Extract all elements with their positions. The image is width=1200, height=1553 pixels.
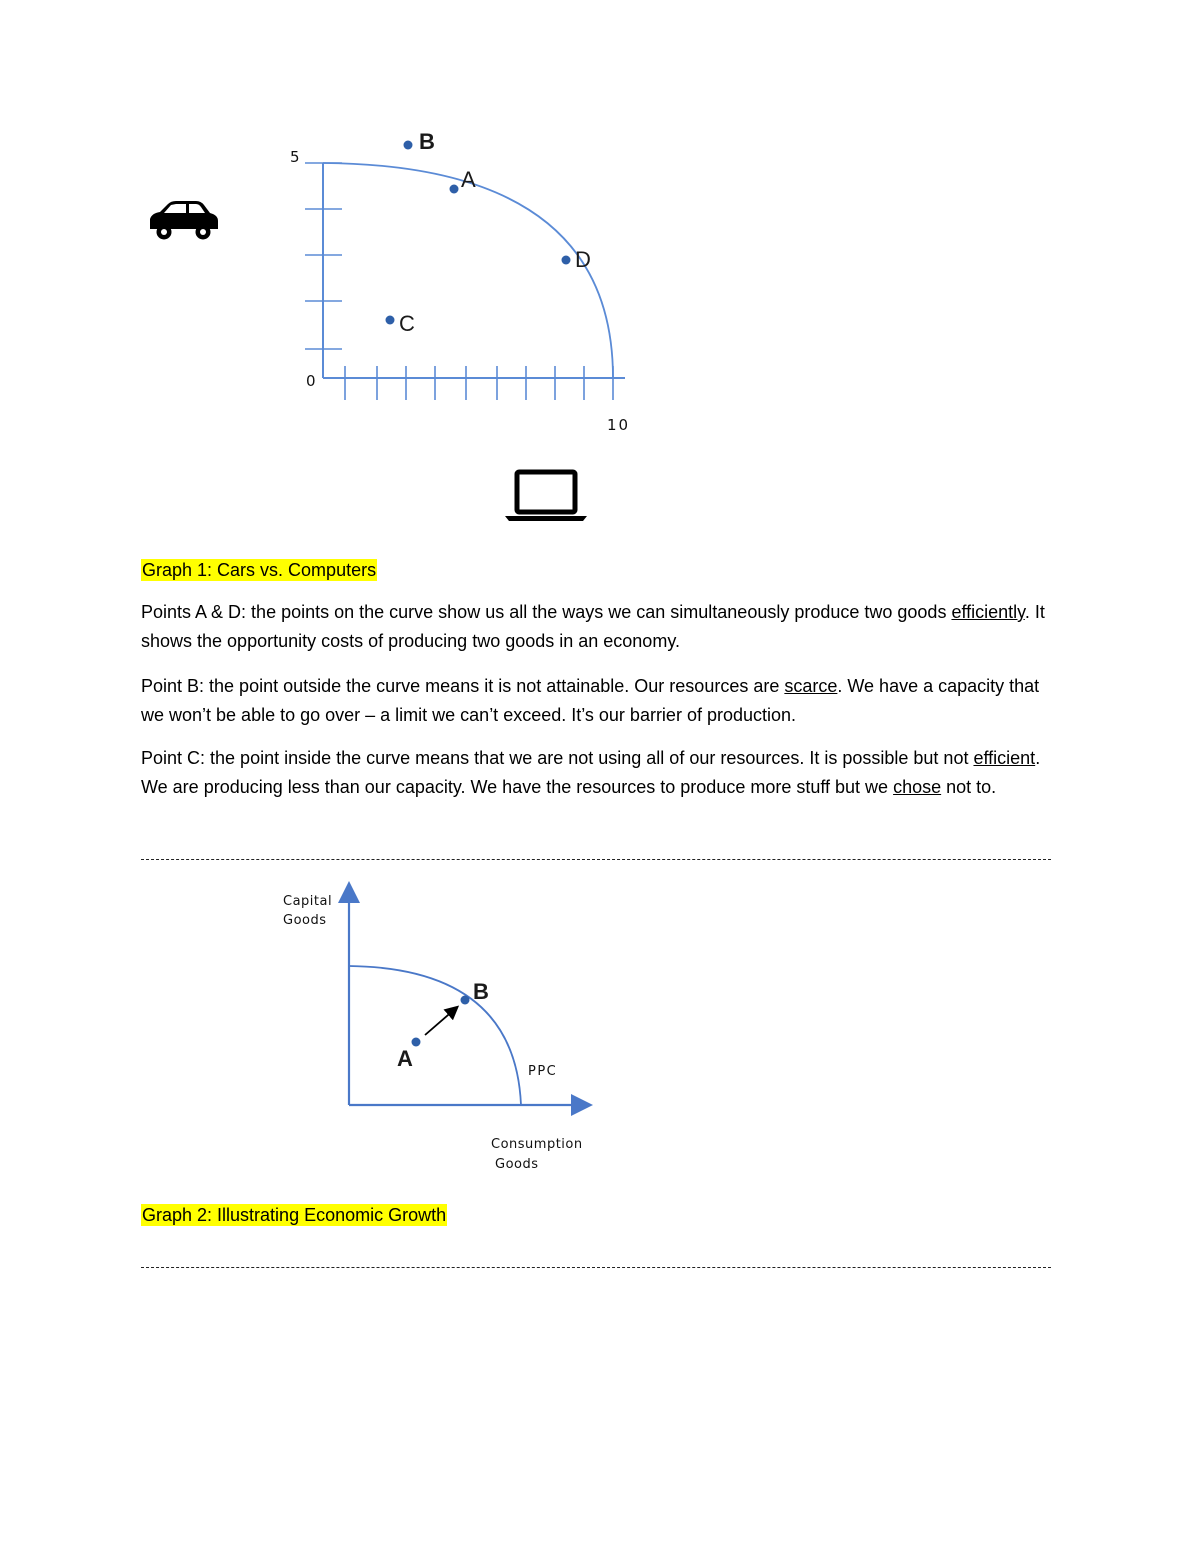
graph1-heading: Graph 1: Cars vs. Computers bbox=[142, 560, 377, 580]
graph2-heading: Graph 2: Illustrating Economic Growth bbox=[142, 1205, 447, 1225]
graph2-point-b-label: B bbox=[473, 979, 489, 1004]
paragraph-point-c-text-2: . We are producing less than our capacity. We have the resources to produce more stuff but we bbox=[141, 748, 1041, 797]
paragraph-point-c-text-1: Point C: the point inside the curve means that we are not using all of our resources. It is possible but not bbox=[141, 748, 974, 768]
graph1-point-c-label: C bbox=[399, 311, 415, 336]
term-scarce: scarce bbox=[784, 676, 838, 696]
graph2-y-label-line2: Goods bbox=[283, 913, 327, 928]
term-chose: chose bbox=[893, 776, 942, 797]
term-efficiently: efficiently bbox=[951, 602, 1025, 622]
graph2-ppc-label: PPC bbox=[528, 1064, 558, 1079]
graph1-y-tick-label-5: 5 bbox=[290, 148, 301, 166]
graph1-point-b-label: B bbox=[419, 129, 435, 154]
graph1-point-d-label: D bbox=[575, 247, 591, 272]
graph2-growth-arrow bbox=[425, 1009, 455, 1035]
graph1-x-tick-label-10: 10 bbox=[607, 416, 631, 434]
term-efficient: efficient bbox=[973, 748, 1036, 768]
paragraph-points-a-d-text-2: . It shows the opportunity costs of producing two goods in an economy. bbox=[141, 602, 1045, 651]
graph1-origin-label: 0 bbox=[306, 372, 317, 390]
graph1-point-a-label: A bbox=[461, 167, 476, 192]
paragraph-point-b-text-1: Point B: the point outside the curve means it is not attainable. Our resources are bbox=[141, 676, 785, 696]
graph2-ppc-curve bbox=[349, 966, 521, 1105]
graph2-point-b-dot bbox=[461, 996, 470, 1005]
paragraph-point-c-text-3: not to. bbox=[941, 776, 997, 797]
graph2-x-label-line1: Consumption bbox=[491, 1137, 583, 1152]
graph2-y-label-line1: Capital bbox=[283, 894, 333, 909]
paragraph-point-b-text-2: . We have a capacity that we won’t be able to go over – a limit we can’t exceed. It’s our barrier of production. bbox=[141, 676, 1040, 725]
paragraph-points-a-d-text-1: Points A & D: the points on the curve show us all the ways we can simultaneously produce two goods bbox=[141, 602, 952, 622]
section-divider-2 bbox=[141, 1267, 1051, 1268]
graph2-point-a-label: A bbox=[397, 1046, 413, 1071]
graph2-x-label-line2: Goods bbox=[495, 1157, 539, 1172]
